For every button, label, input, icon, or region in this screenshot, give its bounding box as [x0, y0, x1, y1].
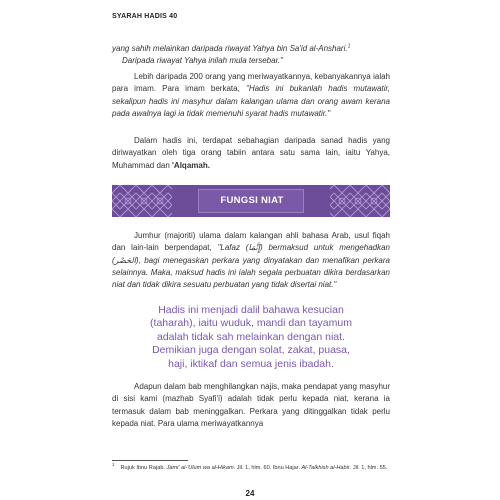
section-title-box: [198, 189, 304, 213]
pull-quote-line: Demikian juga dengan solat, zakat, puasa,: [152, 344, 350, 357]
pull-quote-line: (taharah), iaitu wuduk, mandi dan tayamum: [150, 317, 352, 330]
ornament-pattern-right: [330, 185, 390, 217]
section-banner: [112, 185, 390, 217]
paragraph-3: [112, 135, 390, 172]
footnote-ref: 1: [347, 43, 351, 50]
footnote-text: . Jil. 1, hlm. 60. Ibnu Hajar.: [233, 465, 302, 471]
pull-quote: [130, 304, 372, 371]
paragraph-5-text: Adapun dalam bab menghilangkan najis, maka pendapat yang masyhur di sisi kami (mazhab Syafi'i) adalah tidak perlu kepada niat, kerana ia termasuk dalam bab meninggalkan. Perkara yang ditinggalkan tidak perlu kepada niat. Para ulama meriwayatkannya: [112, 382, 390, 428]
paragraph-4-text: Jumhur (majoriti) ulama dalam kalangan ahli bahasa Arab, usul fiqah dan lain-lain berpendapat,: [112, 231, 390, 253]
footnote-text: Rujuk Ibnu Rajab.: [120, 465, 167, 471]
ornament-pattern-left: [112, 185, 172, 217]
paragraph-2-text: Lebih daripada 200 orang yang meriwayatkannya, kebanyakannya ialah para imam. Para imam berkata,: [112, 72, 390, 94]
paragraph-3-text: Dalam hadis ini, terdapat sebahagian daripada sanad hadis yang diriwayatkan oleh tiga orang tabiin antara satu sama lain, iaitu Yahya, Muhammad dan: [112, 136, 390, 170]
paragraph-3-bold: 'Alqamah.: [172, 160, 210, 170]
footnote-source-title: Jami' al-'Ulum wa al-Hikam: [166, 465, 234, 471]
paragraph-1-text: yang sahih melainkan daripada riwayat Yahya bin Sa'id al-Anshari.: [112, 44, 348, 53]
paragraph-1: [112, 43, 390, 68]
footnote-divider: [112, 460, 188, 461]
running-head: SYARAH HADIS 40: [112, 13, 178, 20]
pull-quote-line: Hadis ini menjadi dalil bahawa kesucian: [158, 304, 344, 316]
paragraph-4-quote: "Lafaz (إِنَّمَا) bermaksud untuk mengehadkan (الحَصْر), bagi menegaskan perkara yang dinyatakan dan menafikan perkara selainnya. Maka, maksud hadis ini ialah segala perbuatan dikira berdasarkan niat dan tidak dikira sesuatu perbuatan yang tidak disertai niat.": [112, 243, 390, 290]
page-number: 24: [245, 489, 255, 498]
paragraph-5: [112, 381, 390, 430]
footnote-source-title: Al-Talkhish al-Habir: [301, 465, 350, 471]
footnote-number: 1: [112, 462, 115, 468]
section-title: FUNGSI NIAT: [220, 195, 284, 206]
paragraph-2: [112, 71, 390, 120]
pull-quote-line: haji, iktikaf dan semua jenis ibadah.: [168, 357, 334, 370]
footnote-text: . Jil. 1, hlm. 55.: [349, 465, 388, 471]
paragraph-2-quote: "Hadis ini bukanlah hadis mutawatir, sekalipun hadis ini masyhur dalam kalangan ulama dan orang awam kerana pada awalnya lagi ia tidak memenuhi syarat hadis mutawatir.": [112, 84, 390, 118]
footnote: [112, 464, 390, 472]
pull-quote-line: adalah tidak sah melainkan dengan niat.: [157, 330, 345, 343]
paragraph-4: [112, 230, 390, 291]
paragraph-1-continuation: Daripada riwayat Yahya inilah mula tersebar.": [122, 56, 283, 66]
